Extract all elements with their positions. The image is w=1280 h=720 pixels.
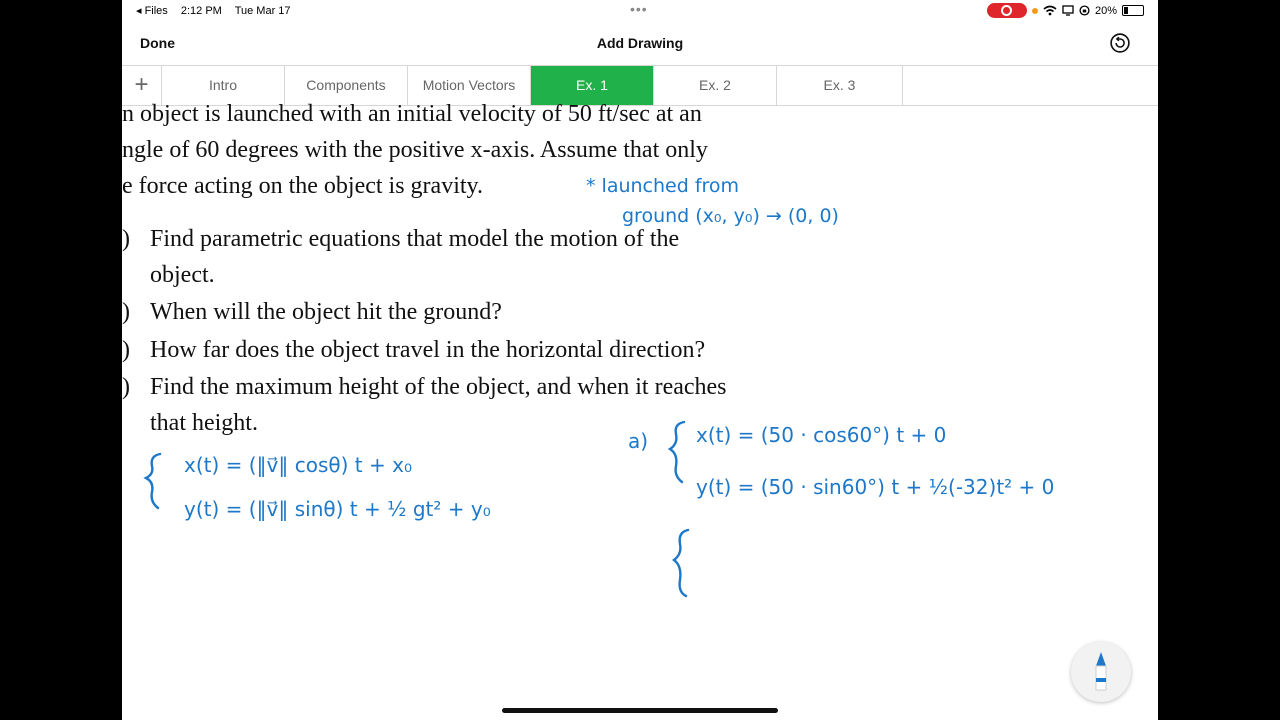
handwritten-part-label: a) [628,429,649,453]
question-text: that height. [150,410,258,436]
add-tab-button[interactable]: + [122,66,162,105]
section-tabs [122,65,1158,106]
question-text: How far does the object travel in the horizontal direction? [150,337,706,363]
status-right [987,3,1144,18]
status-date: Tue Mar 17 [234,5,291,17]
status-time: 2:12 PM [180,5,222,17]
question-text: Find parametric equations that model the motion of the [150,226,680,252]
problem-text-line: ngle of 60 degrees with the positive x-axis. Assume that only [122,137,708,163]
question-text: object. [150,262,215,288]
multitasking-dots-icon[interactable]: ••• [630,1,648,17]
question-marker: ) [122,337,130,363]
tab-intro[interactable]: Intro [162,66,285,105]
battery-percent: 20% [1094,4,1117,17]
screen-mirroring-icon [1062,5,1074,16]
nav-bar [122,22,1158,64]
screen-record-icon[interactable] [987,3,1027,18]
status-left [136,4,301,17]
wifi-icon [1043,5,1057,16]
tab-components[interactable]: Components [285,66,408,105]
question-marker: ) [122,374,130,400]
battery-icon [1122,5,1144,16]
handwritten-equation: x(t) = (‖v⃗‖ cosθ) t + x₀ [184,453,412,477]
question-marker: ) [122,299,130,325]
ipad-screen [122,0,1158,720]
orientation-lock-icon [1079,5,1090,16]
handwriting-layer [122,104,1158,720]
problem-text-line: e force acting on the object is gravity. [122,173,483,199]
tab-ex-1[interactable]: Ex. 1 [531,66,654,105]
ink-brace [674,530,688,596]
document-canvas[interactable] [122,101,1158,720]
handwritten-note: ground (x₀, y₀) → (0, 0) [622,205,839,227]
tab-ex-3[interactable]: Ex. 3 [777,66,903,105]
question-text: When will the object hit the ground? [150,299,502,325]
question-marker: ) [122,226,130,252]
tab-ex-2[interactable]: Ex. 2 [654,66,777,105]
status-bar [122,0,1158,22]
ink-brace [146,454,160,508]
pencil-tool-icon [1071,642,1131,702]
done-button[interactable]: Done [140,35,175,51]
handwritten-equation: y(t) = (‖v⃗‖ sinθ) t + ½ gt² + y₀ [184,497,491,521]
pencil-tool-button[interactable] [1071,642,1131,702]
page-title: Add Drawing [596,35,684,51]
back-to-files-link[interactable]: ◂ Files [136,5,168,17]
handwritten-note: * launched from [586,175,740,197]
tab-motion-vectors[interactable]: Motion Vectors [408,66,531,105]
handwritten-equation: x(t) = (50 · cos60°) t + 0 [696,423,947,447]
handwritten-equation: y(t) = (50 · sin60°) t + ½(-32)t² + 0 [696,475,1055,499]
ink-brace [670,422,684,482]
mic-indicator-icon [1032,8,1038,14]
home-indicator[interactable] [502,708,778,713]
problem-text-line: n object is launched with an initial velocity of 50 ft/sec at an [122,101,702,127]
undo-icon[interactable] [1110,33,1130,53]
question-text: Find the maximum height of the object, and when it reaches [150,374,727,400]
